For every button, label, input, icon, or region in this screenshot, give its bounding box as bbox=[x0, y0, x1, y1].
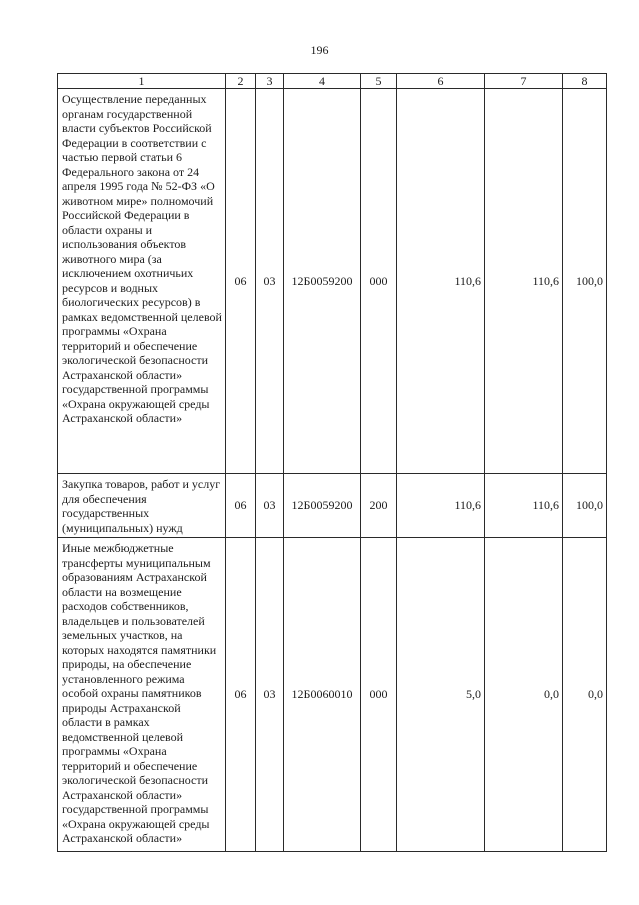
row-description: Осуществление переданных органам государственной власти субъектов Российской Федерации в соответствии с частью первой статьи 6 Федерального закона от 24 апреля 1995 года № 52-ФЗ «О животном мире» полномочий Российской Федерации в области охраны и использования объектов животного мира (за исключением охотничьих ресурсов и водных биологических ресурсов) в рамках ведомственной целевой программы «Охрана территорий и обеспечение экологической безопасности Астраханской области» государственной программы «Охрана окружающей среды Астраханской области» bbox=[58, 89, 226, 474]
row-value-col8: 100,0 bbox=[563, 89, 607, 474]
row-value-col8: 0,0 bbox=[563, 538, 607, 852]
page-number: 196 bbox=[310, 43, 329, 57]
header-col-6: 6 bbox=[397, 74, 485, 89]
row-expense-type: 000 bbox=[361, 89, 397, 474]
table-row bbox=[58, 89, 607, 474]
row-value-col6: 110,6 bbox=[397, 474, 485, 538]
row-value-col6: 110,6 bbox=[397, 89, 485, 474]
row-value-col7: 0,0 bbox=[485, 538, 563, 852]
row-description: Иные межбюджетные трансферты муниципальным образованиям Астраханской области на возмещение расходов собственников, владельцев и пользователей земельных участков, на которых находятся памятники природы, на обеспечение установленного режима особой охраны памятников природы Астраханской области в рамках ведомственной целевой программы «Охрана территорий и обеспечение экологической безопасности Астраханской области» государственной программы «Охрана окружающей среды Астраханской области» bbox=[58, 538, 226, 852]
row-subsection-code: 03 bbox=[256, 474, 284, 538]
header-col-1: 1 bbox=[58, 74, 226, 89]
header-col-8: 8 bbox=[563, 74, 607, 89]
row-subsection-code: 03 bbox=[256, 538, 284, 852]
row-section-code: 06 bbox=[226, 474, 256, 538]
table-row bbox=[58, 538, 607, 852]
row-value-col7: 110,6 bbox=[485, 89, 563, 474]
budget-table bbox=[57, 73, 607, 852]
header-col-4: 4 bbox=[284, 74, 361, 89]
row-value-col8: 100,0 bbox=[563, 474, 607, 538]
row-expense-type: 200 bbox=[361, 474, 397, 538]
row-description: Закупка товаров, работ и услуг для обеспечения государственных (муниципальных) нужд bbox=[58, 474, 226, 538]
row-expense-type: 000 bbox=[361, 538, 397, 852]
table-row bbox=[58, 474, 607, 538]
row-section-code: 06 bbox=[226, 538, 256, 852]
header-col-2: 2 bbox=[226, 74, 256, 89]
row-value-col7: 110,6 bbox=[485, 474, 563, 538]
header-col-3: 3 bbox=[256, 74, 284, 89]
row-target-article: 12Б0059200 bbox=[284, 474, 361, 538]
header-col-7: 7 bbox=[485, 74, 563, 89]
header-row bbox=[58, 74, 607, 89]
row-target-article: 12Б0059200 bbox=[284, 89, 361, 474]
row-subsection-code: 03 bbox=[256, 89, 284, 474]
row-target-article: 12Б0060010 bbox=[284, 538, 361, 852]
row-value-col6: 5,0 bbox=[397, 538, 485, 852]
row-section-code: 06 bbox=[226, 89, 256, 474]
header-col-5: 5 bbox=[361, 74, 397, 89]
